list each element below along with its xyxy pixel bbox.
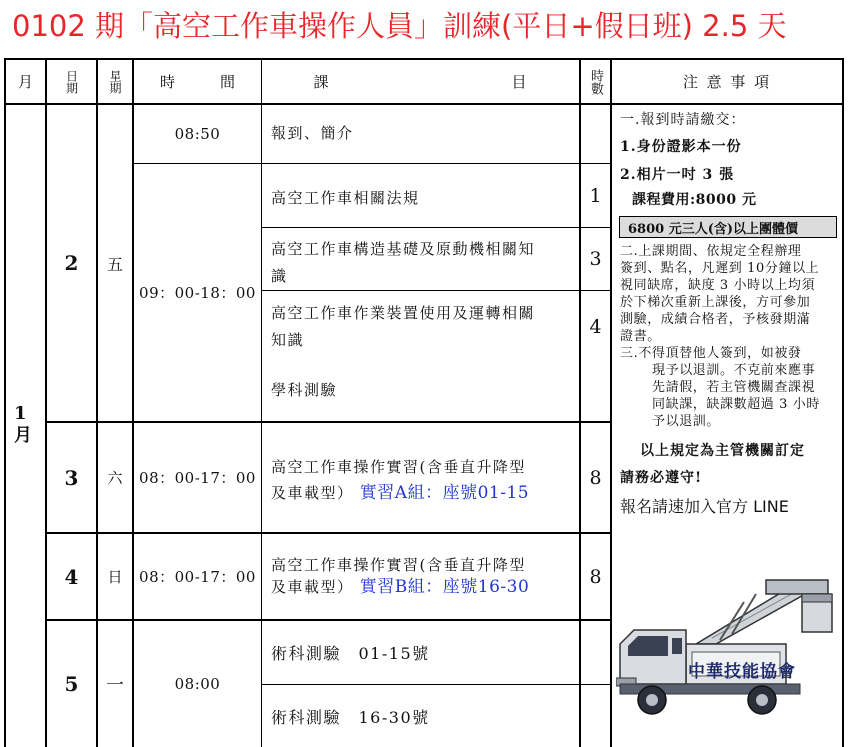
weekday-day-5: 一 (106, 675, 124, 696)
header-weekday: 星期 (108, 69, 122, 94)
course-practice-b-vehicle: 及車載型） (271, 578, 354, 596)
note-group-price: 6800 元三人(含)以上團體價 (619, 216, 837, 238)
time-day-4: 08：00-17：00 (139, 568, 256, 586)
note-attendance-5: 測驗，成績合格者，予核發期滿 (620, 312, 811, 327)
practice-group-a: 實習A組：座號01-15 (359, 483, 530, 503)
month-number: 1 (14, 403, 27, 424)
weekday-day-4: 日 (107, 568, 123, 586)
course-practice-b-line1: 高空工作車操作實習(含垂直升降型 (271, 556, 526, 574)
header-date: 日期 (64, 69, 79, 94)
note-substitute-2: 現予以退訓。不克前來應事 (652, 363, 816, 378)
note-substitute-4: 同缺課，缺課數超過 3 小時 (652, 397, 820, 412)
course-practice-b-line2 (271, 574, 529, 601)
time-checkin: 08:50 (174, 125, 221, 143)
note-attendance-2: 簽到、點名，凡遲到 10分鐘以上 (620, 261, 820, 276)
course-practical-test-2: 術科測驗 16-30號 (271, 708, 430, 727)
note-substitute-3: 先請假，若主管機關查課視 (652, 380, 816, 395)
date-day-4: 4 (64, 564, 79, 589)
hours-regulations: 1 (589, 184, 602, 207)
course-practical-test-1: 術科測驗 01-15號 (271, 644, 430, 663)
course-practice-a-line2 (271, 480, 529, 507)
course-checkin: 報到、簡介 (271, 124, 354, 142)
header-notes: 注 意 事 項 (682, 73, 772, 91)
time-day-3: 08：00-17：00 (139, 469, 256, 487)
course-operation-line2: 知識 (271, 331, 305, 349)
hours-operation: 4 (589, 316, 602, 338)
note-id-copy: 1.身份證影本一份 (620, 139, 742, 155)
note-fee: 課程費用:8000 元 (632, 192, 757, 208)
weekday-day-2: 五 (106, 254, 123, 274)
course-practice-a-line1: 高空工作車操作實習(含垂直升降型 (271, 458, 526, 476)
month-unit: 月 (14, 425, 32, 446)
header-hours: 時數 (588, 68, 603, 95)
course-written-test: 學科測驗 (271, 381, 338, 399)
note-line-signup: 報名請速加入官方 LINE (620, 497, 789, 516)
practice-group-b: 實習B組：座號16-30 (359, 577, 530, 597)
note-substitute-5: 予以退訓。 (652, 414, 721, 429)
month-label (14, 404, 32, 448)
note-substitute-1: 三.不得頂替他人簽到，如被發 (620, 346, 802, 361)
time-day-5: 08:00 (174, 675, 221, 693)
page-title: 0102 期「高空工作車操作人員」訓練(平日+假日班) 2.5 天 (12, 9, 787, 43)
note-checkin-heading: 一.報到時請繳交： (620, 112, 746, 128)
course-operation-line1: 高空工作車作業裝置使用及運轉相關 (271, 304, 536, 322)
course-structure-line1: 高空工作車構造基礎及原動機相關知 (271, 240, 536, 258)
course-structure-line2: 識 (271, 267, 288, 285)
note-must-comply: 請務必遵守! (620, 470, 703, 486)
aerial-truck-icon (616, 560, 838, 720)
association-logo: 中華技能協會 (688, 662, 796, 682)
date-day-5: 5 (64, 672, 79, 696)
weekday-day-3: 六 (107, 469, 123, 487)
course-regulations: 高空工作車相關法規 (271, 189, 420, 207)
hours-practice-b: 8 (589, 565, 602, 588)
note-attendance-6: 證書。 (620, 329, 661, 344)
header-time: 時 間 (159, 73, 235, 91)
date-day-3: 3 (64, 465, 79, 490)
header-subject-left: 課 (313, 73, 329, 91)
note-attendance-1: 二.上課期間、依規定全程辦理 (620, 244, 802, 259)
note-attendance-3: 視同缺席，缺度 3 小時以上均須 (620, 278, 816, 293)
note-photos: 2.相片一吋 3 張 (620, 167, 735, 183)
note-regulation-source: 以上規定為主管機關訂定 (640, 443, 805, 459)
note-attendance-4: 於下梯次重新上課後，方可參加 (620, 295, 811, 310)
time-day-2: 09：00-18：00 (139, 284, 256, 302)
date-day-2: 2 (64, 251, 79, 275)
hours-structure: 3 (589, 248, 602, 270)
hours-practice-a: 8 (589, 466, 602, 489)
header-subject-right: 目 (511, 73, 527, 91)
course-practice-a-vehicle: 及車載型） (271, 484, 354, 502)
header-month: 月 (17, 73, 33, 91)
